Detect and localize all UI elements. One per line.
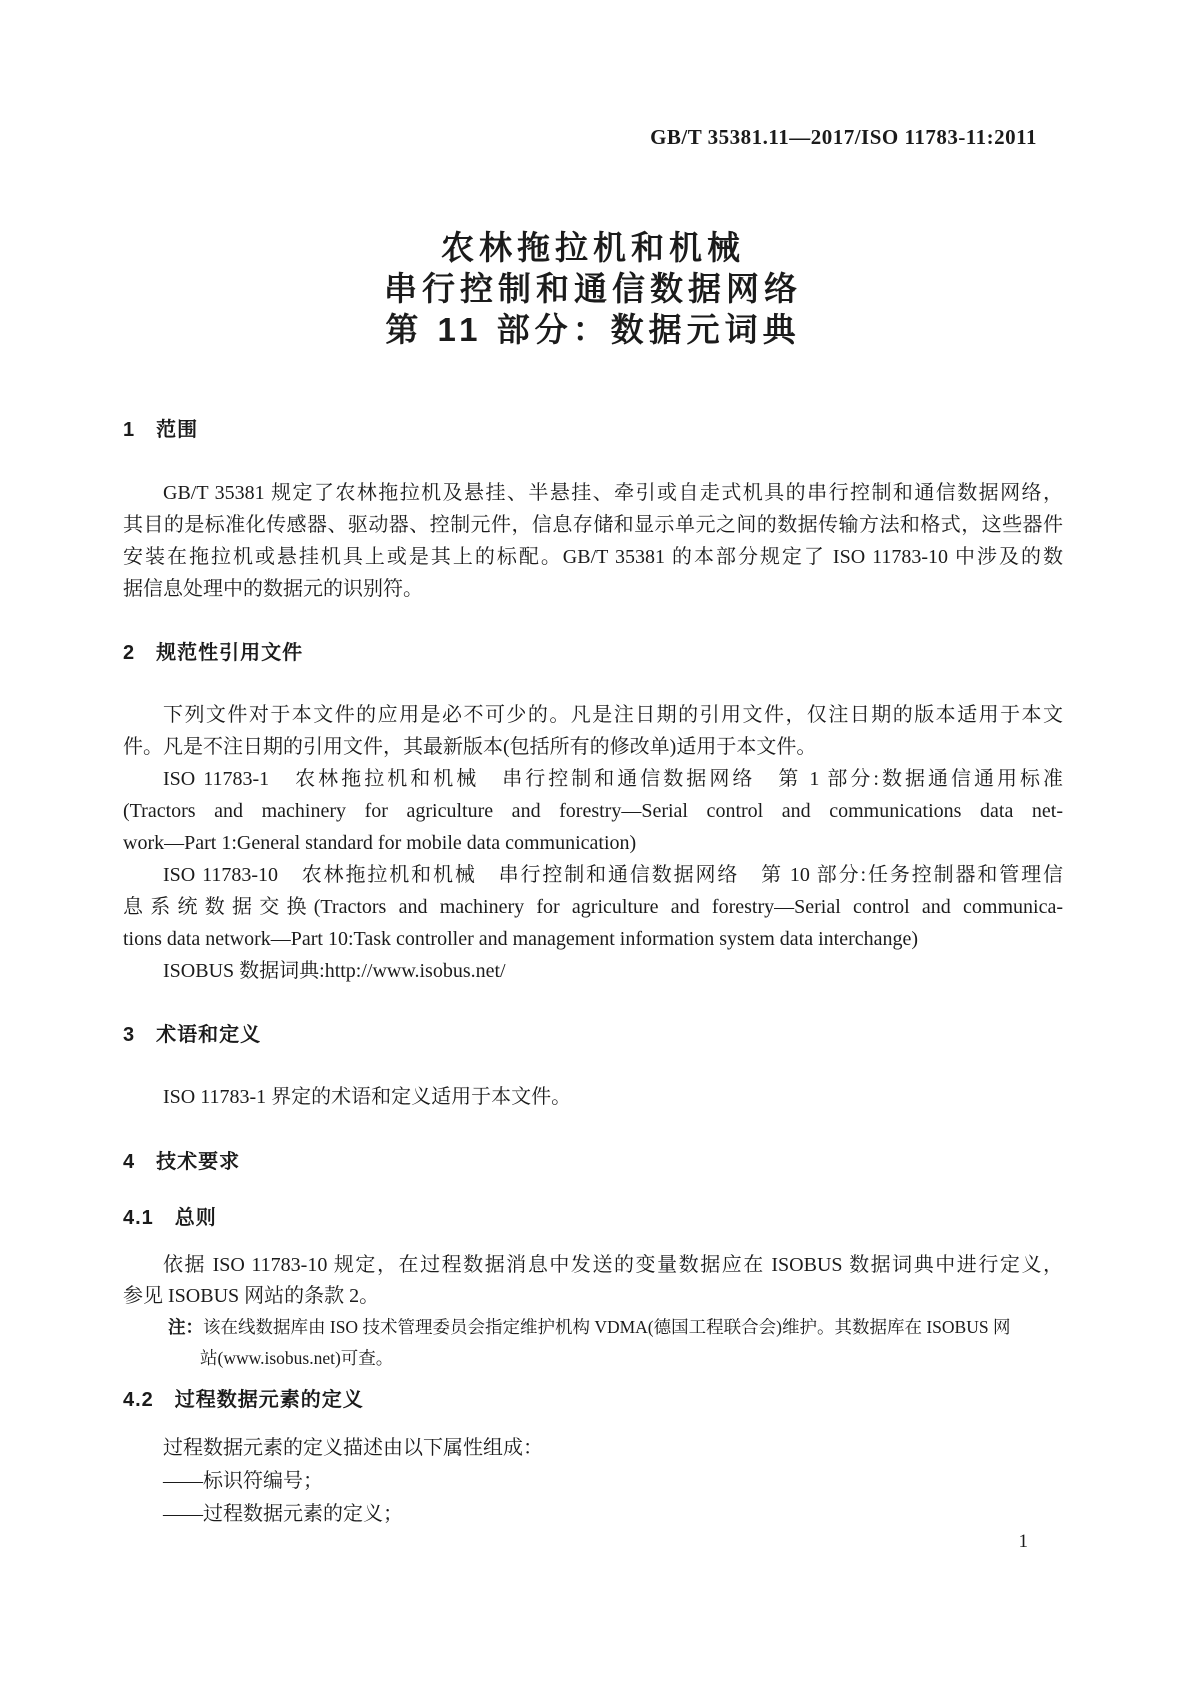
paragraph-line: 依据 ISO 11783-10 规定，在过程数据消息中发送的变量数据应在 ISOBUS 数据词典中进行定义， (163, 1254, 1063, 1276)
list-item-process-data-definition: ——过程数据元素的定义； (163, 1503, 403, 1525)
paragraph-line: ISO 11783-1 界定的术语和定义适用于本文件。 (163, 1086, 572, 1108)
reference-iso-11783-10 (123, 859, 1063, 955)
section-2-intro (123, 699, 1063, 763)
reference-isobus-dictionary: ISOBUS 数据词典:http://www.isobus.net/ (163, 960, 506, 982)
section-4-heading: 4 技术要求 (123, 1151, 241, 1173)
document-title-line-2: 串行控制和通信数据网络 (384, 270, 802, 307)
section-4-2-list (123, 1432, 1063, 1531)
reference-iso-11783-1 (123, 763, 1063, 859)
section-4-1-heading: 4.1 总则 (123, 1207, 217, 1229)
section-4-1-paragraph (123, 1250, 1063, 1312)
document-title-line-3: 第 11 部分：数据元词典 (385, 311, 801, 348)
paragraph-line: work—Part 1:General standard for mobile data communication) (123, 832, 637, 854)
note-line (168, 1312, 1063, 1343)
document-title-line-1: 农林拖拉机和机械 (441, 229, 745, 266)
document-code: GB/T 35381.11—2017/ISO 11783-11:2011 (650, 125, 1037, 149)
section-1-paragraph (123, 477, 1063, 605)
paragraph-line: (Tractors and machinery for agriculture and forestry—Serial control and communications data net- (123, 800, 1063, 822)
paragraph-line: ISO 11783-10 农林拖拉机和机械 串行控制和通信数据网络 第 10 部分:任务控制器和管理信 (163, 864, 1063, 886)
paragraph-line: 过程数据元素的定义描述由以下属性组成： (163, 1437, 543, 1459)
page-number: 1 (1018, 1531, 1028, 1552)
paragraph-line: ISO 11783-1 农林拖拉机和机械 串行控制和通信数据网络 第 1 部分:数据通信通用标准 (163, 768, 1063, 790)
note-label: 注： (168, 1317, 203, 1337)
paragraph-line: 据信息处理中的数据元的识别符。 (123, 578, 423, 600)
section-1-heading: 1 范围 (123, 419, 199, 441)
page-content (123, 0, 1063, 1553)
section-3-heading: 3 术语和定义 (123, 1024, 262, 1046)
paragraph-line: 下列文件对于本文件的应用是必不可少的。凡是注日期的引用文件，仅注日期的版本适用于本文 (163, 704, 1063, 726)
section-2-heading: 2 规范性引用文件 (123, 642, 304, 664)
paragraph-line: 息系统数据交换(Tractors and machinery for agriculture and forestry—Serial control and communica- (123, 896, 1063, 918)
section-4-2-heading: 4.2 过程数据元素的定义 (123, 1389, 364, 1411)
section-2-body (123, 699, 1063, 987)
section-3-paragraph (123, 1081, 1063, 1113)
paragraph-line: 参见 ISOBUS 网站的条款 2。 (123, 1285, 380, 1307)
section-4-1-note (168, 1312, 1063, 1374)
note-line: 站(www.isobus.net)可查。 (200, 1348, 394, 1368)
note-text: 该在线数据库由 ISO 技术管理委员会指定维护机构 VDMA(德国工程联合会)维护。其数据库在 ISOBUS 网 (203, 1317, 1011, 1337)
paragraph-line: 安装在拖拉机或悬挂机具上或是其上的标配。GB/T 35381 的本部分规定了 ISO 11783-10 中涉及的数 (123, 546, 1063, 568)
list-item-identifier-number: ——标识符编号； (163, 1470, 323, 1492)
paragraph-line: 其目的是标准化传感器、驱动器、控制元件，信息存储和显示单元之间的数据传输方法和格式，这些器件 (123, 514, 1063, 536)
paragraph-line: 件。凡是不注日期的引用文件，其最新版本(包括所有的修改单)适用于本文件。 (123, 736, 817, 758)
document-title (123, 227, 1063, 350)
paragraph-line: tions data network—Part 10:Task controller and management information system data interchange) (123, 928, 919, 950)
paragraph-line: GB/T 35381 规定了农林拖拉机及悬挂、半悬挂、牵引或自走式机具的串行控制和通信数据网络， (163, 482, 1063, 504)
